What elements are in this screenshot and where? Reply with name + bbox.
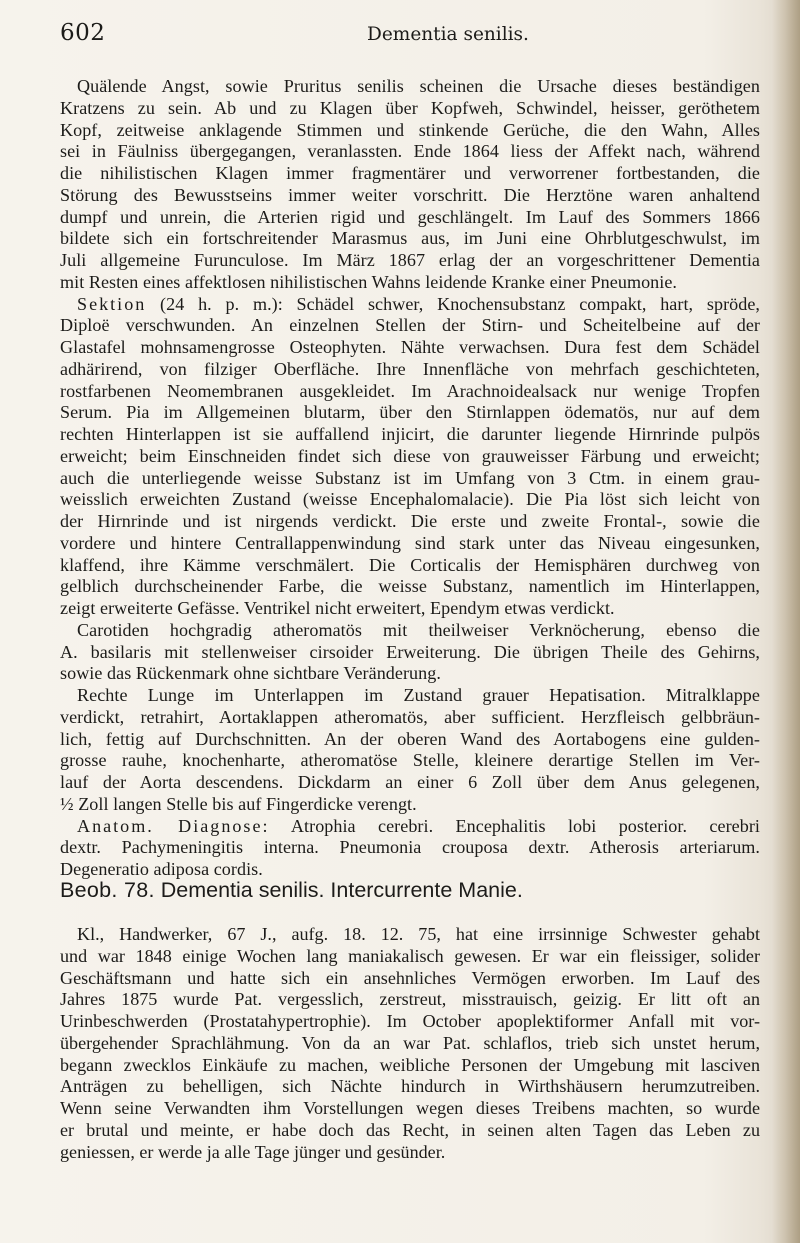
- text-line: Kl., Handwerker, 67 J., aufg. 18. 12. 75, hat eine irrsinnige Schwester gehabt: [77, 924, 760, 944]
- text-line: Juli allgemeine Furunculose. Im März 1867 erlag der an vorgeschrittener Dementia: [60, 250, 760, 270]
- text-line: gelblich durchscheinender Farbe, die weisse Substanz, namentlich im Hinterlappen,: [60, 576, 760, 597]
- text-line: Carotiden hochgradig atheromatös mit theilweiser Verknöcherung, ebenso die: [77, 619, 760, 640]
- text-line: Kratzens zu sein. Ab und zu Klagen über Kopfweh, Schwindel, heisser, geröthetem: [60, 97, 760, 118]
- text-line: Urinbeschwerden (Prostatahypertrophie). Im October apoplektiformer Anfall mit vor-: [60, 1011, 760, 1031]
- text-line: Wenn seine Verwandten ihm Vorstellungen wegen dieses Treibens machten, so wurde: [60, 1098, 760, 1118]
- text-line: zeigt erweiterte Gefässe. Ventrikel nicht erweitert, Ependym etwas verdickt.: [60, 598, 615, 618]
- text-line: Geschäftsmann und hatte sich ein ansehnliches Vermögen erworben. Im Lauf des: [60, 967, 760, 988]
- text-line: Störung des Bewusstseins immer weiter vorschritt. Die Herztöne waren anhaltend: [60, 184, 760, 205]
- text-line: und war 1848 einige Wochen lang maniakalisch gewesen. Er war ein fleissiger, solider: [60, 945, 760, 966]
- text-line: sei in Fäulniss übergegangen, veranlassten. Ende 1864 liess der Affekt nach, während: [60, 141, 760, 162]
- text-line: rechten Hinterlappen ist sie auffallend injicirt, die darunter liegende Hirnrinde pulpös: [60, 424, 760, 444]
- text-line: dextr. Pachymeningitis interna. Pneumonia crouposa dextr. Atherosis arteriarum.: [60, 837, 760, 858]
- text-line: Degeneratio adiposa cordis.: [60, 859, 263, 879]
- text-line: verdickt, retrahirt, Aortaklappen atheromatös, aber sufficient. Herzfleisch gelbbräun-: [60, 706, 760, 727]
- text-line: weisslich erweichten Zustand (weisse Encephalomalacie). Die Pia löst sich leicht von: [60, 489, 760, 510]
- text-line: Quälende Angst, sowie Pruritus senilis scheinen die Ursache dieses beständigen: [77, 76, 760, 96]
- text-line: mit Resten eines affektlosen nihilistischen Wahns leidende Kranke einer Pneumonie.: [60, 271, 678, 292]
- text-line: rostfarbenen Neomembranen ausgekleidet. Im Arachnoidealsack nur wenige Tropfen: [60, 380, 760, 401]
- page-number: 602: [60, 20, 106, 46]
- text-line: auch die unterliegende weisse Substanz ist im Umfang von 3 Ctm. in einem grau-: [60, 467, 760, 488]
- text-line: er brutal und meinte, er habe doch das Recht, in seinen alten Tagen das Leben zu: [60, 1119, 760, 1140]
- case-text: [60, 924, 760, 1163]
- diagnose-line-rest: Atrophia cerebri. Encephalitis lobi posterior. cerebri: [269, 815, 760, 836]
- text-line: geniessen, er werde ja alle Tage jünger und gesünder.: [60, 1141, 446, 1162]
- sektion-first-line: [60, 294, 760, 316]
- page-edge-shadow: [772, 0, 800, 1243]
- text-line: A. basilaris mit stellenweiser cirsoider Erweiterung. Die übrigen Theile des Gehirns,: [60, 641, 760, 662]
- diagnose-label: Anatom. Diagnose:: [77, 815, 270, 836]
- text-line: Diploë verschwunden. An einzelnen Stellen der Stirn- und Scheitelbeine auf der: [60, 315, 760, 336]
- text-line: ½ Zoll langen Stelle bis auf Fingerdicke verengt.: [60, 793, 417, 814]
- page-header: [60, 18, 760, 48]
- text-line: adhärirend, von filziger Oberfläche. Ihre Innenfläche von mehrfach geschichteten,: [60, 358, 760, 379]
- text-line: bildete sich ein fortschreitender Marasmus aus, im Juni eine Ohrblutgeschwulst, im: [60, 228, 760, 249]
- text-line: Anträgen zu behelligen, sich Nächte hindurch in Wirthshäusern herumzutreiben.: [60, 1076, 760, 1097]
- text-line: Jahres 1875 wurde Pat. vergesslich, zerstreut, misstrauisch, geizig. Er litt oft an: [60, 989, 760, 1010]
- text-line: sowie das Rückenmark ohne sichtbare Veränderung.: [60, 663, 441, 684]
- text-line: lich, fettig auf Durchschnitten. An der oberen Wand des Aortabogens eine gulden-: [60, 728, 760, 749]
- text-line: lauf der Aorta descendens. Dickdarm an einer 6 Zoll über dem Anus gelegenen,: [60, 772, 760, 792]
- text-line: Glastafel mohnsamengrosse Osteophyten. Nähte verwachsen. Dura fest dem Schädel: [60, 337, 760, 357]
- text-line: Serum. Pia im Allgemeinen blutarm, über den Stirnlappen ödematös, nur auf dem: [60, 402, 760, 423]
- sektion-line-rest: (24 h. p. m.): Schädel schwer, Knochensubstanz compakt, hart, spröde,: [146, 293, 760, 314]
- main-text: [60, 76, 760, 881]
- section-heading: [60, 875, 760, 905]
- observation-title: Dementia senilis. Intercurrente Manie.: [160, 878, 523, 902]
- observation-number: Beob. 78.: [60, 878, 155, 902]
- text-line: grosse rauhe, knochenharte, atheromatöse Stelle, kleinere derartige Stellen im Ver-: [60, 750, 760, 771]
- text-line: erweicht; beim Einschneiden findet sich diese von grauweisser Färbung und erweicht;: [60, 445, 760, 466]
- sektion-label: Sektion: [77, 293, 147, 314]
- text-line: der Hirnrinde und ist nirgends verdickt. Die erste und zweite Frontal-, sowie die: [60, 511, 760, 531]
- text-line: dumpf und unrein, die Arterien rigid und geschlängelt. Im Lauf des Sommers 1866: [60, 206, 760, 227]
- text-line: die nihilistischen Klagen immer fragmentärer und verworrener fortbestanden, die: [60, 163, 760, 183]
- diagnose-first-line: [60, 816, 760, 838]
- text-line: übergehender Sprachlähmung. Von da an war Pat. schlaflos, trieb sich unstet herum,: [60, 1032, 760, 1053]
- text-line: Kopf, zeitweise anklagende Stimmen und stinkende Gerüche, die den Wahn, Alles: [60, 119, 760, 140]
- text-line: begann zwecklos Einkäufe zu machen, weibliche Personen der Umgebung mit lasciven: [60, 1054, 760, 1075]
- text-line: vordere und hintere Centrallappenwindung sind stark unter das Niveau eingesunken,: [60, 532, 760, 553]
- text-line: Rechte Lunge im Unterlappen im Zustand grauer Hepatisation. Mitralklappe: [77, 685, 760, 705]
- text-line: klaffend, ihre Kämme verschmälert. Die Corticalis der Hemisphären durchweg von: [60, 554, 760, 575]
- running-title: Dementia senilis.: [367, 24, 529, 45]
